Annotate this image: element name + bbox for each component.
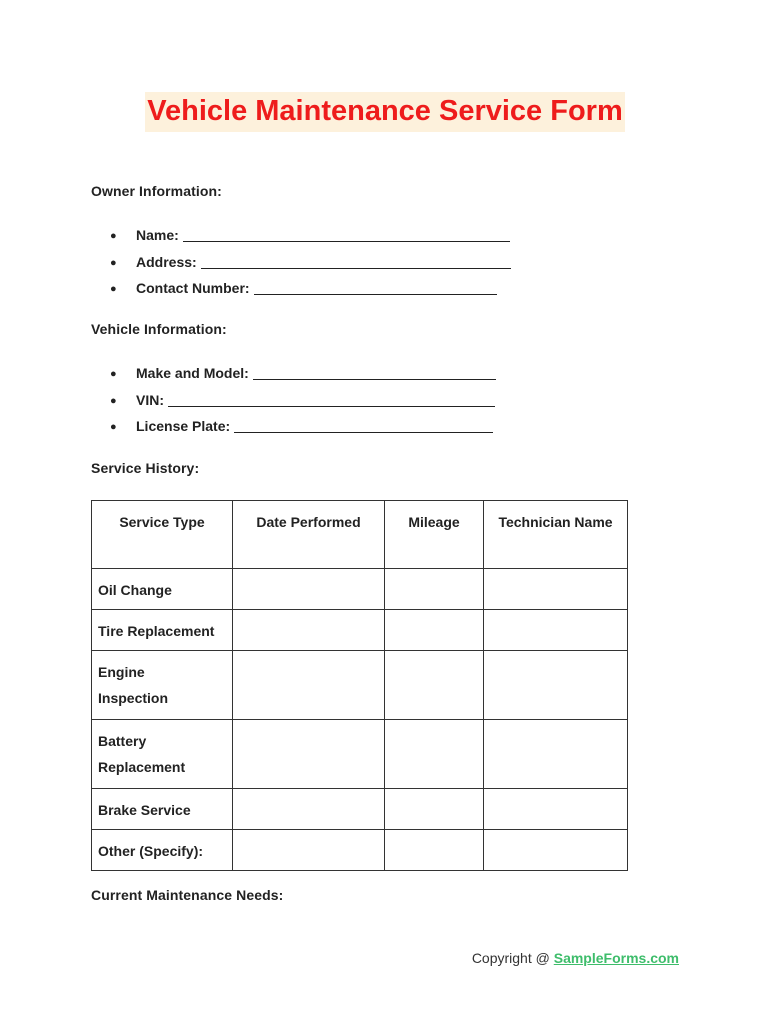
license-plate-blank-line[interactable]	[234, 419, 493, 433]
name-blank-line[interactable]	[183, 228, 510, 242]
vin-field	[110, 390, 496, 417]
service-type-cell: Brake Service	[92, 789, 233, 830]
mileage-cell[interactable]	[385, 651, 484, 720]
name-label: Name:	[136, 227, 179, 243]
make-model-blank-line[interactable]	[253, 366, 496, 380]
service-history-heading: Service History:	[91, 460, 200, 476]
table-row	[92, 610, 628, 651]
service-type-cell: Other (Specify):	[92, 830, 233, 871]
contact-number-blank-line[interactable]	[254, 281, 497, 295]
make-model-field	[110, 363, 496, 390]
name-field	[110, 225, 511, 252]
page-title: Vehicle Maintenance Service Form	[145, 92, 624, 132]
vehicle-info-heading: Vehicle Information:	[91, 321, 227, 337]
current-needs-heading: Current Maintenance Needs:	[91, 887, 284, 903]
date-cell[interactable]	[233, 830, 385, 871]
address-field	[110, 252, 511, 279]
table-row	[92, 789, 628, 830]
column-header: Mileage	[385, 501, 484, 569]
table-row	[92, 720, 628, 789]
license-plate-label: License Plate:	[136, 418, 231, 434]
bullet-icon: ●	[110, 256, 117, 269]
owner-info-heading: Owner Information:	[91, 183, 222, 199]
mileage-cell[interactable]	[385, 569, 484, 610]
bullet-icon: ●	[110, 230, 117, 242]
bullet-icon: ●	[110, 283, 117, 295]
service-history-table	[91, 500, 628, 871]
technician-cell[interactable]	[484, 651, 628, 720]
address-label: Address:	[136, 253, 197, 270]
copyright-footer	[472, 950, 679, 966]
column-header: Technician Name	[484, 501, 628, 569]
service-type-cell: Battery Replacement	[92, 720, 233, 789]
date-cell[interactable]	[233, 569, 385, 610]
service-type-cell: Tire Replacement	[92, 610, 233, 651]
mileage-cell[interactable]	[385, 720, 484, 789]
license-plate-field	[110, 416, 496, 443]
date-cell[interactable]	[233, 720, 385, 789]
table-header-row	[92, 501, 628, 569]
table-row	[92, 569, 628, 610]
title-container	[0, 92, 770, 132]
bullet-icon: ●	[110, 394, 117, 407]
bullet-icon: ●	[110, 421, 117, 433]
bullet-icon: ●	[110, 368, 117, 380]
copyright-text: Copyright @	[471, 950, 554, 966]
service-type-cell: Engine Inspection	[92, 651, 233, 720]
date-cell[interactable]	[233, 789, 385, 830]
technician-cell[interactable]	[484, 789, 628, 830]
sampleforms-link[interactable]: SampleForms.com	[553, 950, 679, 966]
mileage-cell[interactable]	[385, 610, 484, 651]
address-blank-line[interactable]	[201, 255, 511, 269]
table-row	[92, 830, 628, 871]
technician-cell[interactable]	[484, 610, 628, 651]
mileage-cell[interactable]	[385, 830, 484, 871]
vin-label: VIN:	[136, 391, 164, 408]
mileage-cell[interactable]	[385, 789, 484, 830]
technician-cell[interactable]	[484, 569, 628, 610]
make-model-label: Make and Model:	[136, 365, 249, 381]
contact-number-label: Contact Number:	[136, 280, 250, 296]
column-header: Service Type	[92, 501, 233, 569]
contact-number-field	[110, 278, 511, 305]
date-cell[interactable]	[233, 651, 385, 720]
table-row	[92, 651, 628, 720]
technician-cell[interactable]	[484, 830, 628, 871]
vin-blank-line[interactable]	[168, 393, 495, 407]
service-type-cell: Oil Change	[92, 569, 233, 610]
date-cell[interactable]	[233, 610, 385, 651]
technician-cell[interactable]	[484, 720, 628, 789]
owner-info-list	[110, 225, 511, 305]
vehicle-info-list	[110, 363, 496, 443]
column-header: Date Performed	[233, 501, 385, 569]
